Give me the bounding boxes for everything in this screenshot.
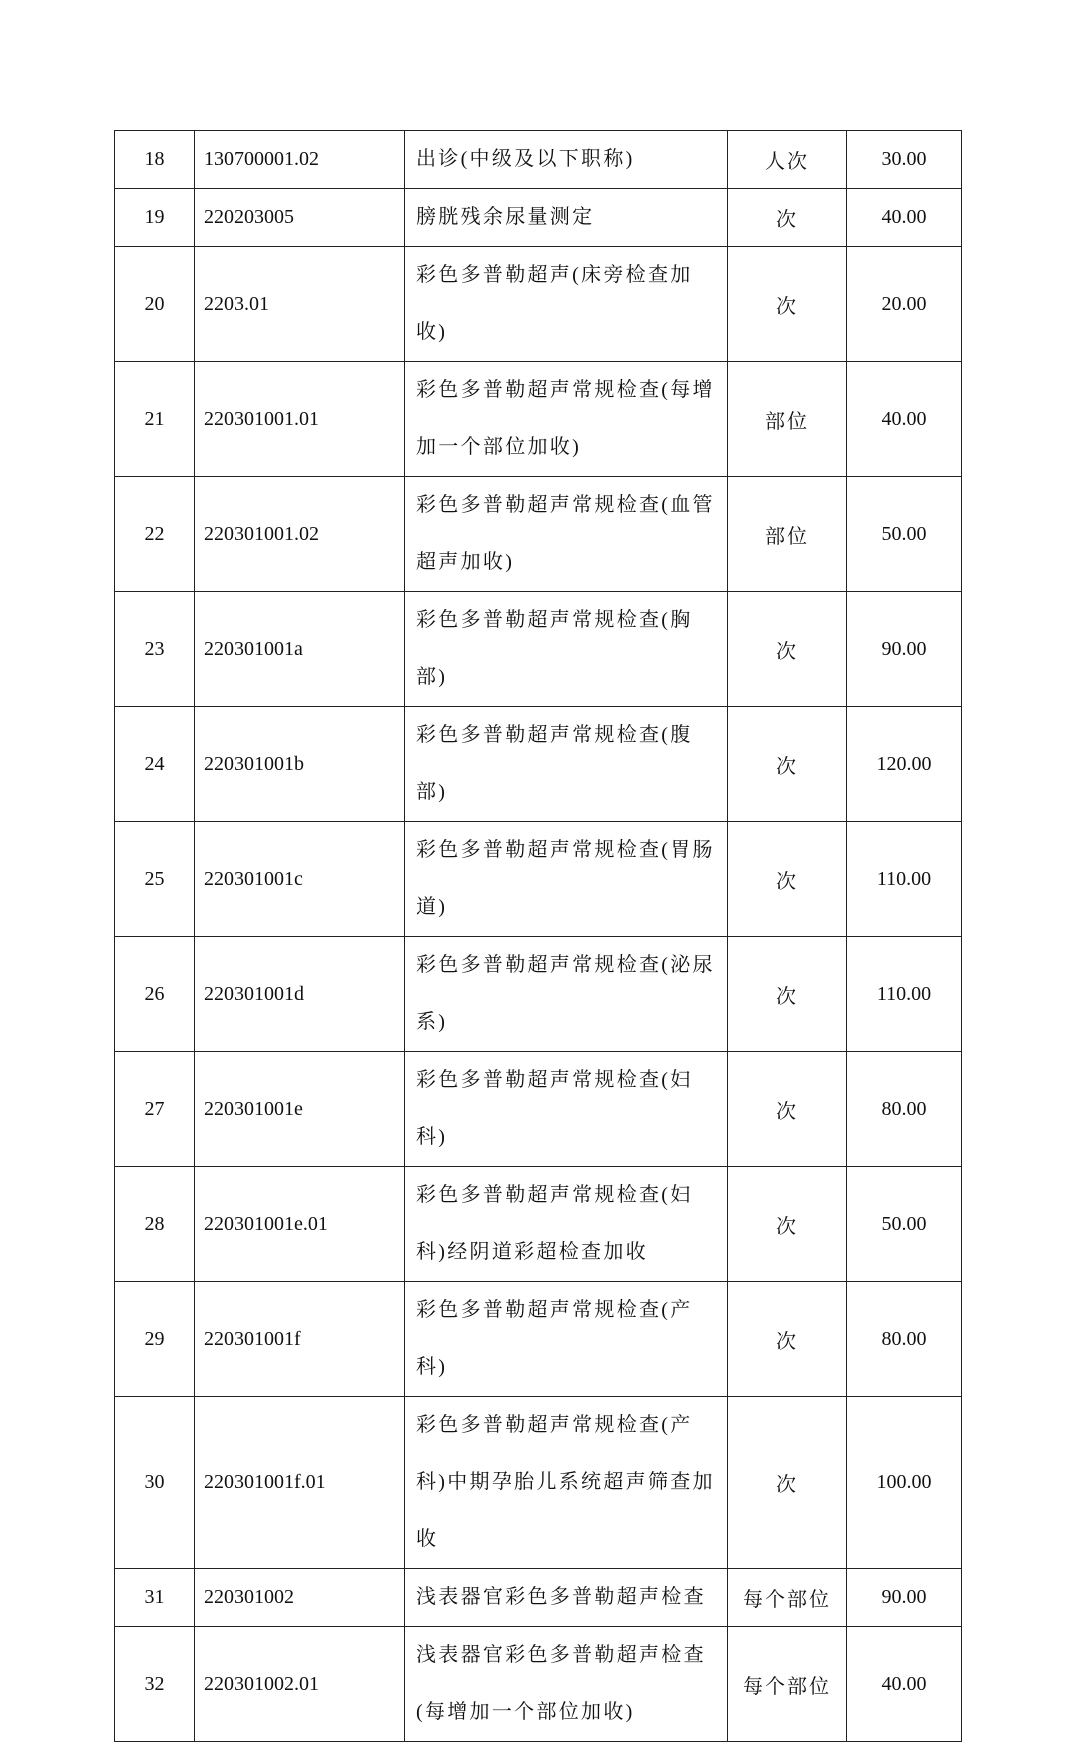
row-number: 24 [115,707,195,822]
item-name: 彩色多普勒超声常规检查(产科)中期孕胎儿系统超声筛查加收 [405,1397,728,1569]
item-code: 220301001.01 [195,362,405,477]
row-number: 20 [115,247,195,362]
billing-unit: 次 [728,189,847,247]
row-number: 23 [115,592,195,707]
row-number: 22 [115,477,195,592]
table-row [115,592,962,707]
table-row [115,1569,962,1627]
price: 80.00 [847,1282,962,1397]
item-code: 220301002 [195,1569,405,1627]
item-code: 2203.01 [195,247,405,362]
item-code: 220301001e.01 [195,1167,405,1282]
billing-unit: 部位 [728,362,847,477]
row-number: 19 [115,189,195,247]
price: 80.00 [847,1052,962,1167]
billing-unit: 次 [728,592,847,707]
price: 30.00 [847,131,962,189]
table-row [115,822,962,937]
table-row [115,707,962,822]
price: 20.00 [847,247,962,362]
row-number: 32 [115,1627,195,1742]
item-code: 220301001e [195,1052,405,1167]
item-name: 彩色多普勒超声常规检查(妇科)经阴道彩超检查加收 [405,1167,728,1282]
table-row [115,189,962,247]
item-name: 彩色多普勒超声常规检查(每增加一个部位加收) [405,362,728,477]
item-code: 220301001f [195,1282,405,1397]
billing-unit: 每个部位 [728,1627,847,1742]
item-name: 彩色多普勒超声常规检查(胃肠道) [405,822,728,937]
item-name: 彩色多普勒超声(床旁检查加收) [405,247,728,362]
table-row [115,1282,962,1397]
billing-unit: 次 [728,1397,847,1569]
price: 110.00 [847,937,962,1052]
price: 90.00 [847,1569,962,1627]
table-row [115,362,962,477]
billing-unit: 次 [728,1052,847,1167]
item-code: 220301001f.01 [195,1397,405,1569]
item-name: 膀胱残余尿量测定 [405,189,728,247]
price: 110.00 [847,822,962,937]
table-row [115,1627,962,1742]
table-row [115,247,962,362]
table-row [115,131,962,189]
billing-unit: 次 [728,707,847,822]
billing-unit: 每个部位 [728,1569,847,1627]
item-name: 彩色多普勒超声常规检查(泌尿系) [405,937,728,1052]
row-number: 26 [115,937,195,1052]
item-code: 220301001b [195,707,405,822]
price: 120.00 [847,707,962,822]
item-code: 220301002.01 [195,1627,405,1742]
row-number: 29 [115,1282,195,1397]
row-number: 30 [115,1397,195,1569]
price: 40.00 [847,189,962,247]
price: 40.00 [847,362,962,477]
row-number: 28 [115,1167,195,1282]
item-name: 浅表器官彩色多普勒超声检查 [405,1569,728,1627]
table-row [115,937,962,1052]
item-code: 220301001c [195,822,405,937]
price: 50.00 [847,1167,962,1282]
billing-unit: 次 [728,822,847,937]
billing-unit: 次 [728,937,847,1052]
item-code: 130700001.02 [195,131,405,189]
row-number: 18 [115,131,195,189]
item-code: 220301001d [195,937,405,1052]
row-number: 25 [115,822,195,937]
price: 100.00 [847,1397,962,1569]
item-name: 彩色多普勒超声常规检查(产科) [405,1282,728,1397]
row-number: 27 [115,1052,195,1167]
item-name: 彩色多普勒超声常规检查(妇科) [405,1052,728,1167]
table-row [115,1052,962,1167]
price: 40.00 [847,1627,962,1742]
fee-table [114,130,962,1742]
table-row [115,1397,962,1569]
billing-unit: 次 [728,247,847,362]
item-name: 彩色多普勒超声常规检查(腹部) [405,707,728,822]
item-code: 220301001.02 [195,477,405,592]
item-code: 220301001a [195,592,405,707]
billing-unit: 次 [728,1167,847,1282]
table-row [115,477,962,592]
item-name: 彩色多普勒超声常规检查(血管超声加收) [405,477,728,592]
item-name: 浅表器官彩色多普勒超声检查(每增加一个部位加收) [405,1627,728,1742]
item-name: 出诊(中级及以下职称) [405,131,728,189]
billing-unit: 部位 [728,477,847,592]
item-code: 220203005 [195,189,405,247]
billing-unit: 人次 [728,131,847,189]
table-row [115,1167,962,1282]
item-name: 彩色多普勒超声常规检查(胸部) [405,592,728,707]
price: 90.00 [847,592,962,707]
row-number: 31 [115,1569,195,1627]
price: 50.00 [847,477,962,592]
billing-unit: 次 [728,1282,847,1397]
row-number: 21 [115,362,195,477]
